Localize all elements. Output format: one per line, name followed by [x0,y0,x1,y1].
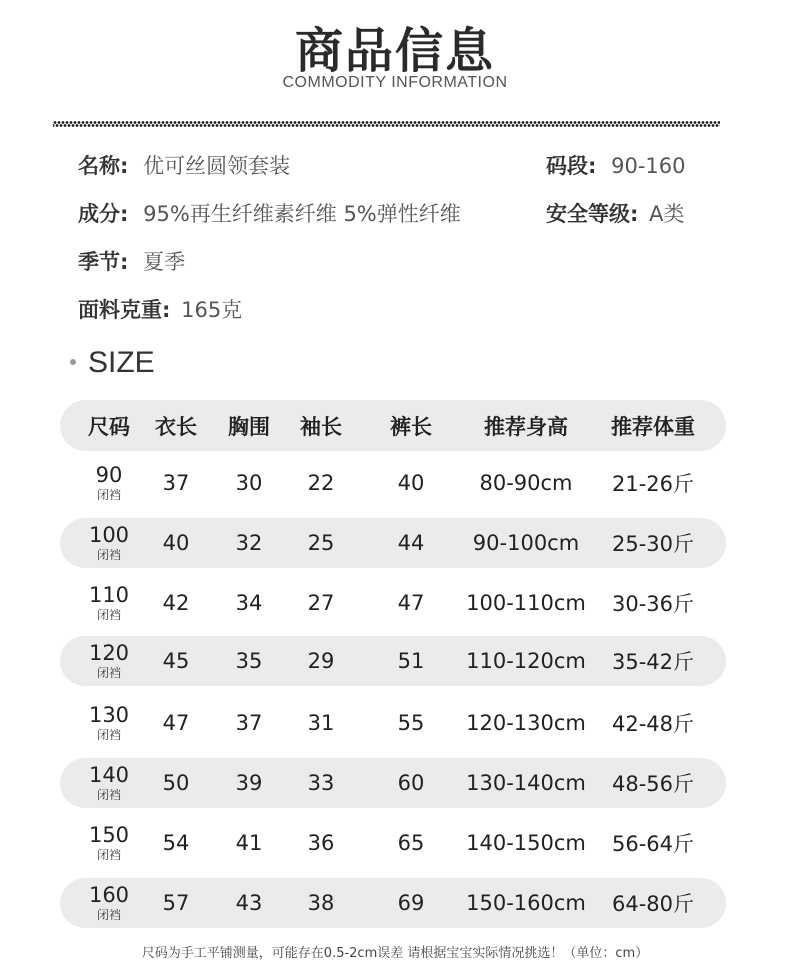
info-safety [546,198,684,228]
header-cell: 胸围 [228,414,270,439]
header-cell: 尺码 [88,414,130,439]
size-cell [72,458,146,508]
table-cell: 90-100cm [472,531,580,555]
season-label: 季节: [78,250,129,274]
bullet-dot [70,359,76,365]
table-cell: 33 [307,771,335,795]
table-cell: 40 [162,531,190,555]
size-number: 90 [95,463,123,487]
table-cell: 27 [307,591,335,615]
table-cell: 37 [162,471,190,495]
table-cell: 30 [235,471,263,495]
table-cell: 40 [397,471,425,495]
table-cell: 47 [162,711,190,735]
table-cell: 22 [307,471,335,495]
table-cell: 36 [307,831,335,855]
table-cell: 35 [235,649,263,673]
table-row [60,698,726,748]
table-cell: 60 [397,771,425,795]
size-note: 闭裆 [96,548,121,562]
table-cell: 65 [397,831,425,855]
table-cell: 45 [162,649,190,673]
size-number: 140 [88,763,130,787]
info-composition [78,198,461,228]
table-cell: 21-26斤 [611,472,695,496]
header-cell: 推荐身高 [484,414,568,439]
table-cell: 25-30斤 [611,532,695,556]
table-cell: 43 [235,891,263,915]
table-cell: 80-90cm [479,471,573,495]
header-cell: 袖长 [300,414,342,439]
safety-value: A类 [649,202,685,226]
info-size-range [546,150,685,180]
page-title: 商品信息 [294,23,495,79]
table-cell: 42 [162,591,190,615]
table-cell: 47 [397,591,425,615]
table-cell: 35-42斤 [611,650,695,674]
measurement-footnote: 尺码为手工平铺测量，可能存在0.5-2cm误差 请根据宝宝实际情况挑选！（单位：cm） [141,946,649,961]
size-range-value: 90-160 [611,154,686,178]
info-fabric-weight [78,294,242,324]
header-cell: 推荐体重 [611,414,695,439]
season-value: 夏季 [143,250,186,274]
table-cell: 55 [397,711,425,735]
size-number: 120 [88,641,130,665]
table-cell: 44 [397,531,425,555]
table-cell: 140-150cm [466,831,586,855]
table-cell: 51 [397,649,425,673]
header-cell: 衣长 [155,414,197,439]
size-number: 150 [88,823,130,847]
table-row [60,878,726,928]
size-number: 130 [88,703,130,727]
size-note: 闭裆 [96,666,121,680]
table-cell: 50 [162,771,190,795]
table-cell: 34 [235,591,263,615]
size-range-label: 码段: [546,154,597,178]
table-row [60,758,726,808]
size-number: 160 [88,883,130,907]
table-cell: 39 [235,771,263,795]
table-cell: 25 [307,531,335,555]
size-note: 闭裆 [96,488,121,502]
weight-label: 面料克重: [78,298,171,322]
table-row [60,818,726,868]
composition-label: 成分: [78,202,129,226]
table-row [60,578,726,628]
size-cell [72,758,146,808]
table-header [60,400,726,451]
name-label: 名称: [78,154,129,178]
table-cell: 130-140cm [466,771,586,795]
size-cell [72,818,146,868]
size-cell [72,578,146,628]
size-heading-text: SIZE [88,346,155,379]
info-name [78,150,290,180]
size-cell [72,698,146,748]
table-cell: 56-64斤 [611,832,695,856]
table-cell: 32 [235,531,263,555]
table-cell: 30-36斤 [611,592,695,616]
size-number: 100 [88,523,130,547]
table-cell: 54 [162,831,190,855]
size-heading [70,346,155,380]
table-row [60,636,726,686]
size-note: 闭裆 [96,908,121,922]
size-cell [72,636,146,686]
name-value: 优可丝圆领套装 [143,154,291,178]
table-cell: 64-80斤 [611,892,695,916]
table-cell: 48-56斤 [611,772,695,796]
size-note: 闭裆 [96,848,121,862]
table-cell: 110-120cm [466,649,586,673]
table-cell: 69 [397,891,425,915]
size-cell [72,878,146,928]
size-note: 闭裆 [96,608,121,622]
table-cell: 100-110cm [466,591,586,615]
table-cell: 150-160cm [466,891,586,915]
size-note: 闭裆 [96,728,121,742]
table-cell: 42-48斤 [611,712,695,736]
size-note: 闭裆 [96,788,121,802]
table-cell: 57 [162,891,190,915]
composition-value: 95%再生纤维素纤维 5%弹性纤维 [143,202,461,226]
table-cell: 120-130cm [466,711,586,735]
table-cell: 37 [235,711,263,735]
divider [53,121,720,127]
size-number: 110 [88,583,130,607]
page-subtitle: COMMODITY INFORMATION [282,74,508,91]
info-season [78,246,185,276]
table-row [60,458,726,508]
table-cell: 38 [307,891,335,915]
table-row [60,518,726,568]
weight-value: 165克 [181,298,243,322]
header-cell: 裤长 [390,414,432,439]
table-cell: 29 [307,649,335,673]
safety-label: 安全等级: [546,202,639,226]
table-cell: 41 [235,831,263,855]
size-cell [72,518,146,568]
table-cell: 31 [307,711,335,735]
